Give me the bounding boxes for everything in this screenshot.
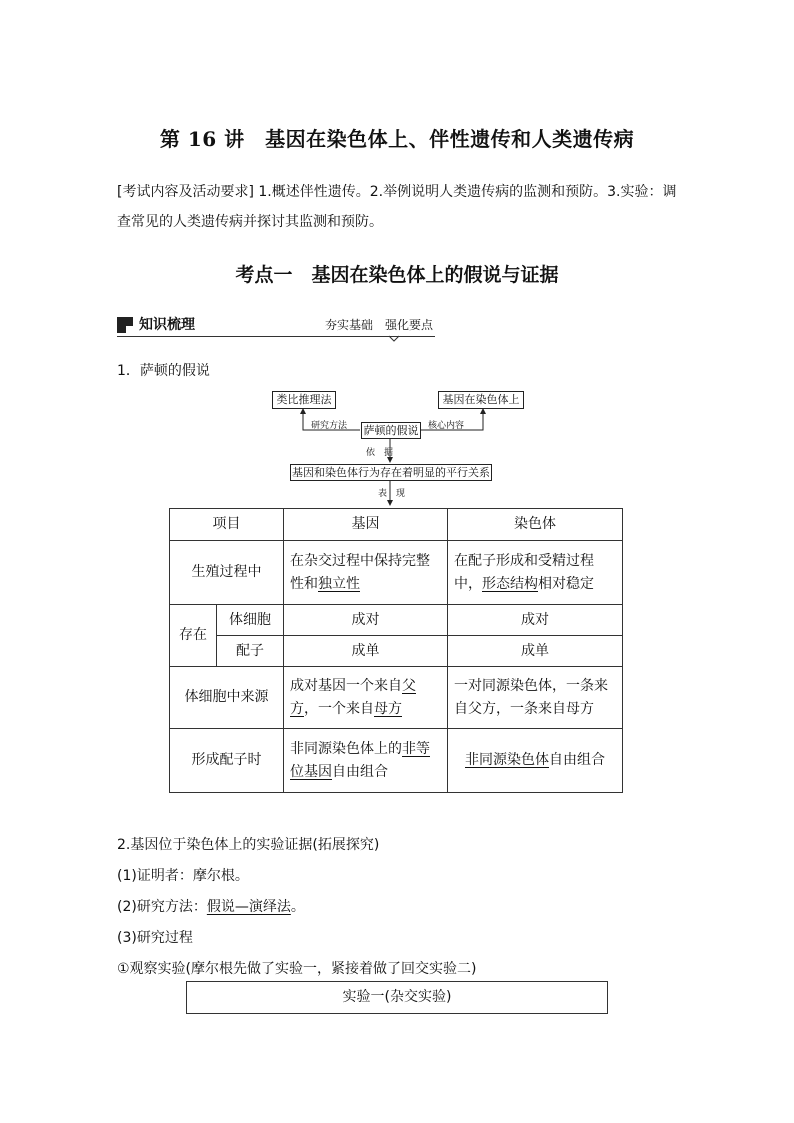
cell-gene-soma: 成对: [284, 605, 448, 636]
header-chromosome: 染色体: [448, 509, 623, 541]
sutton-hypothesis-box: 萨顿的假说: [361, 422, 421, 439]
diagram-arrows: [0, 0, 794, 520]
page-title: 第 16 讲 基因在染色体上、伴性遗传和人类遗传病: [159, 127, 635, 151]
row-label-gamete: 配子: [217, 636, 284, 667]
core-content-box: 基因在染色体上: [438, 391, 524, 409]
row-label-reproduction: 生殖过程中: [170, 541, 284, 605]
core-label: 核心内容: [428, 421, 465, 431]
cell-chrom-gamete: 成单: [448, 636, 623, 667]
section-label: 知识梳理: [139, 317, 195, 333]
text: (1)证明者：: [117, 868, 193, 884]
row-label-exist: 存在: [170, 605, 217, 667]
method-label: 研究方法: [311, 421, 348, 431]
cell-chrom-source: 一对同源染色体，一条来自父方，一条来自母方: [448, 667, 623, 729]
section-subtitle: 夯实基础 强化要点: [325, 318, 434, 332]
requirements-tag: [考试内容及活动要求]: [117, 184, 254, 200]
row-label-soma: 体细胞: [217, 605, 284, 636]
item-1-heading: 1．萨顿的假说: [117, 363, 210, 379]
cell-gene-source: [284, 667, 448, 729]
cell-gene-gamete: 成单: [284, 636, 448, 667]
gene-chromosome-table: [169, 508, 623, 793]
cell-gene-form-gamete: [284, 729, 448, 793]
text: 相对稳定: [538, 575, 594, 592]
text: 成对基因一个来自: [290, 677, 402, 694]
underlined-answer: 非等位基因: [290, 740, 430, 780]
expression-label: 表 现: [378, 489, 406, 499]
cell-chrom-form-gamete: [448, 729, 623, 793]
table-header-row: [170, 509, 623, 541]
row-label-source: 体细胞中来源: [170, 667, 284, 729]
parallel-relation-box: 基因和染色体行为存在着明显的平行关系: [292, 466, 490, 479]
text: ，一个来自: [304, 700, 374, 717]
text: (2)研究方法：: [117, 899, 207, 915]
table-row: [170, 667, 623, 729]
text: 摩尔根。: [192, 868, 249, 884]
row-label-form-gamete: 形成配子时: [170, 729, 284, 793]
underlined-answer: 独立性: [318, 575, 360, 592]
underlined-answer: 非同源染色体: [465, 752, 549, 768]
text: 。: [290, 899, 305, 915]
requirements-text: 1.概述伴性遗传。2.举例说明人类遗传病的监测和预防。3.实验：调查常见的人类遗传病并探讨其监测和预防。: [117, 184, 677, 230]
sutton-diagram: [0, 0, 794, 520]
table-row: [170, 729, 623, 793]
header-item: 项目: [170, 509, 284, 541]
text: 在配子形成和受精过程中，: [454, 552, 594, 592]
method-line: [117, 896, 305, 916]
observe-experiment-line: ①观察实验(摩尔根先做了实验一，紧接着做了回交实验二): [117, 961, 477, 977]
table-row: [170, 541, 623, 605]
experiment-one-box: 实验一(杂交实验): [186, 981, 608, 1014]
cell-chrom-soma: 成对: [448, 605, 623, 636]
text: 自由组合: [549, 752, 605, 768]
text: 自由组合: [332, 763, 388, 780]
underlined-answer: 父方: [290, 677, 416, 717]
underlined-answer: 形态结构: [482, 575, 538, 592]
method-box: 类比推理法: [272, 391, 336, 409]
table-row: [170, 605, 623, 636]
item-2-heading: 2.基因位于染色体上的实验证据(拓展探究): [117, 837, 380, 853]
cell-chrom-reproduction: [448, 541, 623, 605]
table-row: [170, 636, 623, 667]
underlined-answer: 母方: [374, 700, 402, 717]
underlined-answer: 假说—演绎法: [206, 899, 291, 915]
header-gene: 基因: [284, 509, 448, 541]
cell-gene-reproduction: [284, 541, 448, 605]
text: 非同源染色体上的: [290, 740, 402, 757]
basis-label: 依 据: [366, 448, 394, 458]
prover-line: [117, 865, 249, 885]
text: 在杂交过程中保持完整性和: [290, 552, 430, 592]
kaodian-heading: 考点一 基因在染色体上的假说与证据: [235, 264, 559, 286]
process-heading: (3)研究过程: [117, 930, 193, 946]
